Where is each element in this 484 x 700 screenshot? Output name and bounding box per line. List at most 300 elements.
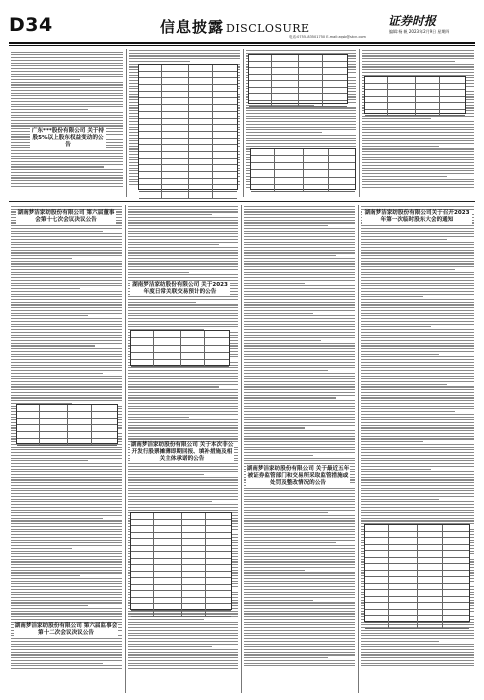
- text-line: [361, 367, 474, 368]
- column-rule: [243, 49, 244, 197]
- text-line: [361, 392, 474, 393]
- table-cell-border: [205, 539, 206, 545]
- table-cell-border: [181, 559, 182, 565]
- text-line: [11, 641, 122, 642]
- text-line: [361, 274, 474, 275]
- text-line: [362, 50, 474, 51]
- text-line: [244, 406, 355, 407]
- text-line: [246, 113, 356, 114]
- text-line: [11, 164, 123, 165]
- text-line: [11, 515, 122, 516]
- text-line: [128, 430, 238, 431]
- text-line: [244, 324, 355, 325]
- text-line: [244, 529, 355, 530]
- table-cell-border: [161, 125, 162, 131]
- text-line: [11, 321, 122, 322]
- table-cell-border: [212, 78, 213, 84]
- text-line: [128, 252, 238, 253]
- text-line: [128, 649, 238, 650]
- column-rule: [125, 205, 126, 693]
- text-line: [362, 132, 474, 133]
- table-cell-border: [387, 110, 388, 116]
- text-line: [362, 187, 474, 188]
- text-line: [11, 348, 122, 349]
- text-line: [128, 373, 238, 374]
- table-cell-border: [303, 185, 304, 191]
- data-table: [250, 148, 356, 190]
- text-line: [361, 318, 474, 319]
- text-line: [244, 381, 355, 382]
- text-line: [128, 496, 238, 497]
- text-line: [361, 302, 474, 303]
- table-cell-border: [153, 360, 154, 366]
- text-line: [128, 231, 238, 232]
- data-table: [130, 512, 232, 610]
- text-line: [244, 553, 355, 554]
- text-line: [361, 438, 474, 439]
- table-cell-border: [181, 611, 182, 617]
- text-line: [11, 611, 122, 612]
- table-cell-border: [181, 552, 182, 558]
- table-cell-border: [161, 72, 162, 78]
- table-cell-border: [181, 585, 182, 591]
- text-line: [11, 592, 122, 593]
- text-line: [244, 515, 355, 516]
- text-line: [361, 460, 474, 461]
- table-cell-border: [303, 178, 304, 184]
- table-cell-border: [388, 558, 389, 564]
- text-line: [128, 419, 238, 420]
- text-line: [244, 537, 355, 538]
- text-line: [11, 572, 122, 573]
- text-line: [11, 340, 122, 341]
- table-cell-border: [161, 105, 162, 111]
- table-cell-border: [204, 338, 205, 344]
- text-line: [361, 386, 474, 387]
- section-divider: [9, 201, 475, 202]
- table-cell-border: [205, 611, 206, 617]
- contact-info: 电话:0755-83501750 E-mail:zqsb@stcn.com: [289, 35, 366, 39]
- text-line: [361, 488, 474, 489]
- text-line: [128, 668, 238, 669]
- text-line: [11, 57, 123, 58]
- text-line: [11, 258, 72, 259]
- page-number: D34: [9, 14, 53, 36]
- text-line: [361, 288, 474, 289]
- text-line: [361, 255, 474, 256]
- header-rule: [9, 42, 475, 44]
- table-cell-border: [212, 92, 213, 98]
- text-line: [11, 389, 122, 390]
- text-line: [361, 397, 474, 398]
- text-line: [361, 433, 474, 434]
- text-line: [11, 250, 122, 251]
- text-line: [128, 400, 238, 401]
- table-cell-border: [161, 145, 162, 151]
- table-cell-border: [328, 185, 329, 191]
- text-line: [128, 315, 238, 316]
- text-line: [361, 326, 431, 327]
- text-line: [11, 570, 122, 571]
- table-cell-border: [439, 110, 440, 116]
- text-line: [244, 310, 355, 311]
- text-line: [244, 644, 355, 645]
- table-cell-border: [274, 149, 275, 155]
- text-line: [11, 280, 122, 281]
- table-cell-border: [67, 419, 68, 425]
- text-line: [128, 633, 238, 634]
- text-line: [11, 359, 122, 360]
- table-cell-border: [442, 610, 443, 616]
- table-cell-border: [153, 546, 154, 552]
- text-line: [244, 408, 355, 409]
- text-line: [128, 414, 238, 415]
- text-line: [244, 244, 355, 245]
- table-cell-border: [39, 439, 40, 445]
- table-cell-border: [322, 68, 323, 74]
- text-line: [11, 104, 123, 105]
- table-cell-border: [161, 92, 162, 98]
- table-cell-border: [181, 526, 182, 532]
- text-line: [244, 449, 355, 450]
- text-line: [361, 370, 474, 371]
- text-line: [128, 641, 238, 642]
- text-line: [11, 52, 123, 53]
- text-line: [244, 638, 355, 639]
- text-line: [244, 403, 355, 404]
- text-line: [244, 277, 355, 278]
- text-line: [11, 294, 122, 295]
- table-cell-border: [417, 590, 418, 596]
- text-line: [11, 177, 123, 178]
- text-line: [361, 250, 474, 251]
- text-line: [11, 370, 122, 371]
- text-line: [11, 82, 123, 83]
- text-line: [11, 540, 122, 541]
- text-line: [11, 597, 122, 598]
- text-line: [11, 299, 122, 300]
- text-line: [11, 244, 122, 245]
- text-line: [244, 534, 355, 535]
- text-line: [128, 622, 238, 623]
- text-line: [361, 378, 474, 379]
- text-line: [11, 589, 122, 590]
- text-column: [362, 50, 474, 198]
- text-line: [244, 351, 355, 352]
- table-cell-border: [205, 585, 206, 591]
- text-line: [11, 274, 122, 275]
- table-cell-border: [161, 119, 162, 125]
- table-cell-border: [153, 353, 154, 359]
- text-line: [11, 310, 122, 311]
- article-title: 湖南梦洁家纺股份有限公司 关于2023年度日常关联交易预计的公告: [130, 282, 230, 296]
- table-cell-border: [322, 62, 323, 68]
- table-cell-border: [161, 132, 162, 138]
- table-cell-border: [328, 149, 329, 155]
- text-line: [244, 211, 355, 212]
- table-row: [131, 338, 229, 345]
- text-line: [11, 556, 122, 557]
- table-cell-border: [181, 513, 182, 519]
- table-row: [131, 360, 229, 367]
- table-cell-border: [388, 597, 389, 603]
- text-line: [246, 124, 356, 125]
- text-line: [11, 95, 123, 96]
- table-cell-border: [205, 604, 206, 610]
- text-line: [128, 665, 238, 666]
- text-line: [361, 512, 474, 513]
- text-line: [128, 663, 238, 664]
- text-line: [244, 348, 355, 349]
- table-cell-border: [188, 192, 189, 198]
- text-line: [244, 611, 355, 612]
- text-line: [244, 427, 305, 428]
- table-cell-border: [439, 103, 440, 109]
- text-line: [11, 329, 122, 330]
- text-line: [361, 354, 439, 355]
- text-line: [362, 138, 474, 139]
- text-line: [361, 646, 474, 647]
- text-line: [244, 493, 355, 494]
- text-line: [246, 121, 356, 122]
- text-line: [362, 61, 455, 62]
- column-rule: [358, 205, 359, 693]
- table-cell-border: [188, 72, 189, 78]
- text-line: [361, 236, 474, 237]
- text-line: [244, 362, 355, 363]
- table-cell-border: [181, 572, 182, 578]
- table-cell-border: [322, 101, 323, 107]
- text-line: [244, 518, 355, 519]
- text-line: [244, 294, 355, 295]
- text-line: [362, 148, 474, 149]
- text-line: [128, 488, 238, 489]
- text-line: [361, 452, 474, 453]
- table-row: [139, 85, 237, 92]
- text-line: [11, 586, 122, 587]
- table-row: [17, 419, 117, 426]
- text-line: [361, 395, 474, 396]
- text-line: [361, 414, 474, 415]
- text-line: [244, 641, 355, 642]
- text-line: [244, 441, 355, 442]
- text-line: [244, 523, 355, 524]
- text-line: [128, 376, 238, 377]
- table-cell-border: [298, 55, 299, 61]
- text-line: [244, 567, 355, 568]
- text-line: [128, 370, 238, 371]
- text-line: [128, 411, 238, 412]
- table-cell-border: [442, 538, 443, 544]
- table-cell-border: [415, 84, 416, 90]
- text-line: [361, 482, 474, 483]
- table-cell-border: [181, 591, 182, 597]
- table-cell-border: [205, 598, 206, 604]
- text-line: [244, 255, 336, 256]
- article-title: 湖南梦洁家纺股份有限公司关于召开2023年第一次临时股东大会的通知: [362, 210, 472, 224]
- text-line: [361, 649, 474, 650]
- table-cell-border: [271, 75, 272, 81]
- table-row: [17, 439, 117, 446]
- table-cell-border: [442, 525, 443, 531]
- text-line: [11, 228, 122, 229]
- text-line: [361, 422, 474, 423]
- text-line: [244, 397, 336, 398]
- table-cell-border: [153, 331, 154, 337]
- text-line: [11, 324, 122, 325]
- text-line: [361, 430, 474, 431]
- table-cell-border: [322, 94, 323, 100]
- text-line: [246, 118, 356, 119]
- table-cell-border: [188, 78, 189, 84]
- text-line: [244, 594, 355, 595]
- table-cell-border: [212, 179, 213, 185]
- table-cell-border: [205, 578, 206, 584]
- text-line: [11, 531, 122, 532]
- table-cell-border: [387, 77, 388, 83]
- text-line: [244, 665, 355, 666]
- header-rule-thin: [9, 45, 475, 46]
- section-title-en: DISCLOSURE: [226, 22, 310, 35]
- table-cell-border: [271, 88, 272, 94]
- table-row: [139, 172, 237, 179]
- text-line: [244, 384, 355, 385]
- table-cell-border: [153, 346, 154, 352]
- text-line: [244, 430, 355, 431]
- text-line: [361, 493, 474, 494]
- table-row: [139, 132, 237, 139]
- text-line: [244, 561, 355, 562]
- table-cell-border: [417, 532, 418, 538]
- text-line: [244, 373, 355, 374]
- table-row: [139, 179, 237, 186]
- table-cell-border: [181, 520, 182, 526]
- article-title: 湖南梦洁家纺股份有限公司 关于最近五年被证券监管部门和交易所采取监管措施或处罚及整改情况的公告: [246, 466, 350, 486]
- table-cell-border: [417, 610, 418, 616]
- text-line: [129, 50, 240, 51]
- text-line: [11, 106, 123, 107]
- text-line: [11, 397, 122, 398]
- text-line: [361, 335, 474, 336]
- text-line: [361, 425, 474, 426]
- text-line: [128, 304, 238, 305]
- text-line: [362, 151, 474, 152]
- text-line: [246, 132, 322, 133]
- text-lines: [11, 50, 123, 188]
- table-row: [251, 170, 355, 177]
- text-line: [11, 479, 122, 480]
- table-cell-border: [161, 152, 162, 158]
- text-line: [244, 425, 355, 426]
- text-line: [128, 619, 204, 620]
- text-line: [244, 600, 313, 601]
- table-row: [251, 156, 355, 163]
- text-line: [244, 376, 355, 377]
- table-cell-border: [212, 125, 213, 131]
- table-row: [139, 192, 237, 199]
- table-cell-border: [188, 92, 189, 98]
- text-line: [128, 408, 238, 409]
- text-line: [244, 214, 355, 215]
- table-cell-border: [303, 156, 304, 162]
- text-line: [11, 600, 122, 601]
- text-line: [246, 127, 356, 128]
- text-line: [11, 315, 88, 316]
- text-line: [11, 652, 122, 653]
- table-cell-border: [91, 412, 92, 418]
- text-line: [362, 181, 474, 182]
- table-cell-border: [161, 65, 162, 71]
- text-line: [128, 654, 238, 655]
- text-line: [11, 553, 122, 554]
- text-line: [128, 463, 238, 464]
- table-cell-border: [204, 331, 205, 337]
- text-line: [362, 124, 474, 125]
- text-line: [361, 340, 474, 341]
- text-line: [244, 343, 355, 344]
- section-title: [160, 16, 310, 37]
- table-cell-border: [415, 77, 416, 83]
- text-line: [244, 419, 355, 420]
- text-line: [244, 633, 355, 634]
- text-line: [361, 315, 474, 316]
- text-line: [361, 449, 474, 450]
- data-table: [364, 76, 466, 114]
- text-line: [128, 644, 238, 645]
- table-cell-border: [271, 62, 272, 68]
- table-cell-border: [212, 98, 213, 104]
- text-line: [129, 58, 240, 59]
- table-cell-border: [212, 139, 213, 145]
- table-cell-border: [417, 577, 418, 583]
- text-line: [361, 638, 474, 639]
- table-cell-border: [271, 55, 272, 61]
- text-line: [11, 496, 122, 497]
- text-line: [244, 438, 355, 439]
- text-line: [244, 252, 355, 253]
- table-cell-border: [153, 520, 154, 526]
- text-line: [11, 65, 123, 66]
- text-line: [11, 302, 122, 303]
- text-line: [362, 165, 474, 166]
- column-rule: [359, 49, 360, 197]
- text-line: [128, 499, 238, 500]
- text-line: [128, 211, 238, 212]
- text-line: [361, 510, 474, 511]
- text-line: [128, 272, 189, 273]
- text-line: [361, 258, 474, 259]
- table-cell-border: [181, 604, 182, 610]
- text-line: [244, 455, 313, 456]
- table-cell-border: [212, 145, 213, 151]
- text-line: [244, 499, 355, 500]
- table-cell-border: [442, 577, 443, 583]
- text-line: [361, 285, 474, 286]
- text-line: [244, 378, 355, 379]
- table-cell-border: [212, 165, 213, 171]
- text-line: [361, 504, 474, 505]
- text-line: [246, 107, 356, 108]
- table-cell-border: [274, 170, 275, 176]
- table-cell-border: [298, 81, 299, 87]
- text-line: [361, 252, 474, 253]
- table-cell-border: [180, 353, 181, 359]
- text-line: [128, 313, 238, 314]
- table-cell-border: [205, 591, 206, 597]
- text-line: [11, 158, 123, 159]
- text-line: [244, 272, 355, 273]
- text-line: [244, 602, 355, 603]
